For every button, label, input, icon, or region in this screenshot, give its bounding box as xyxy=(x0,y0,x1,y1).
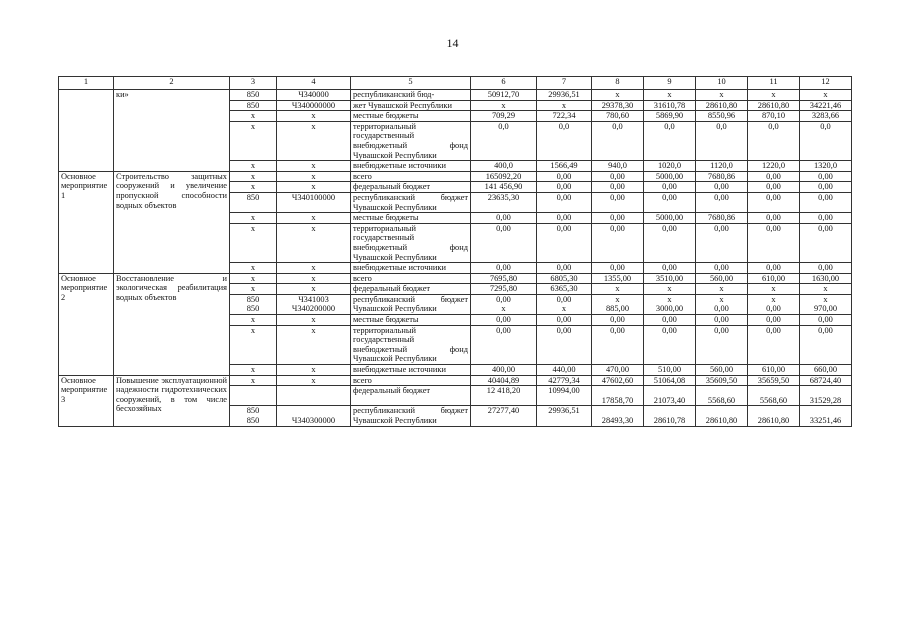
amount-cell: х 885,00 xyxy=(592,294,644,314)
funding-source-cell: внебюджетные источники xyxy=(351,365,471,376)
amount-cell: 0,00 xyxy=(748,213,800,224)
funding-source-cell: федеральный бюджет xyxy=(351,182,471,193)
grbs-code-cell: х xyxy=(230,284,277,295)
amount-cell: 1355,00 xyxy=(592,273,644,284)
funding-source-cell: местные бюджеты xyxy=(351,315,471,326)
budget-code-cell: х xyxy=(277,213,351,224)
amount-cell: 0,00 xyxy=(748,223,800,262)
grbs-code-cell: х xyxy=(230,223,277,262)
amount-cell: 1630,00 xyxy=(800,273,852,284)
amount-cell: х xyxy=(592,90,644,101)
amount-cell: 0,00 xyxy=(748,315,800,326)
amount-cell: 5568,60 xyxy=(696,386,748,406)
amount-cell: 5000,00 xyxy=(644,213,696,224)
budget-code-cell: х xyxy=(277,315,351,326)
grbs-code-cell: х xyxy=(230,121,277,160)
measure-title-cell: ки» xyxy=(114,90,230,172)
amount-cell: 0,00 xyxy=(800,263,852,274)
amount-cell: 28610,80 xyxy=(696,406,748,426)
amount-cell: 780,60 xyxy=(592,111,644,122)
funding-source-cell: территориальный государственный внебюджетный фонд Чувашской Республики xyxy=(351,223,471,262)
amount-cell: 0,00 xyxy=(537,192,592,212)
amount-cell: 10994,00 xyxy=(537,386,592,406)
amount-cell: х xyxy=(696,90,748,101)
amount-cell: х xyxy=(696,284,748,295)
header-cell: 8 xyxy=(592,77,644,90)
budget-code-cell: х xyxy=(277,161,351,172)
amount-cell: 7680,86 xyxy=(696,171,748,182)
amount-cell: 0,00 xyxy=(800,325,852,364)
amount-cell: 0,00 xyxy=(696,325,748,364)
amount-cell: 51064,08 xyxy=(644,375,696,386)
amount-cell: х xyxy=(800,90,852,101)
budget-table xyxy=(58,76,852,427)
amount-cell: 660,00 xyxy=(800,365,852,376)
amount-cell: 42779,34 xyxy=(537,375,592,386)
amount-cell: 0,0 xyxy=(696,121,748,160)
amount-cell: 21073,40 xyxy=(644,386,696,406)
amount-cell: 0,00 х xyxy=(471,294,537,314)
amount-cell: 470,00 xyxy=(592,365,644,376)
measure-name-cell: Основное мероприятие 2 xyxy=(59,273,114,375)
amount-cell: 40404,89 xyxy=(471,375,537,386)
amount-cell: 610,00 xyxy=(748,273,800,284)
amount-cell: 50912,70 xyxy=(471,90,537,101)
amount-cell: 940,0 xyxy=(592,161,644,172)
amount-cell: 0,00 xyxy=(644,325,696,364)
amount-cell: х xyxy=(800,284,852,295)
table-row xyxy=(59,273,852,284)
amount-cell: 7680,86 xyxy=(696,213,748,224)
table-row xyxy=(59,375,852,386)
amount-cell: 0,00 xyxy=(800,213,852,224)
amount-cell: 0,00 xyxy=(644,315,696,326)
amount-cell: х 3000,00 xyxy=(644,294,696,314)
grbs-code-cell: 850 xyxy=(230,100,277,111)
amount-cell: 35609,50 xyxy=(696,375,748,386)
header-cell: 6 xyxy=(471,77,537,90)
amount-cell: 29936,51 xyxy=(537,406,592,426)
grbs-code-cell: х xyxy=(230,325,277,364)
amount-cell: 1120,0 xyxy=(696,161,748,172)
amount-cell: 1566,49 xyxy=(537,161,592,172)
amount-cell: х xyxy=(644,90,696,101)
measure-name-cell: Основное мероприятие 1 xyxy=(59,171,114,273)
amount-cell: 0,00 xyxy=(800,223,852,262)
amount-cell: 0,00 xyxy=(696,315,748,326)
amount-cell: 0,00 xyxy=(471,263,537,274)
amount-cell: 1220,0 xyxy=(748,161,800,172)
page-number: 14 xyxy=(446,36,459,50)
amount-cell: 29378,30 xyxy=(592,100,644,111)
measure-title-cell: Строительство защитных сооружений и увеличение пропускной способности водных объектов xyxy=(114,171,230,273)
amount-cell: 709,29 xyxy=(471,111,537,122)
amount-cell: 510,00 xyxy=(644,365,696,376)
measure-title-cell: Повышение эксплуатационной надежности гидротехнических сооружений, в том числе бесхозяйных xyxy=(114,375,230,426)
amount-cell: х xyxy=(471,100,537,111)
funding-source-cell: местные бюджеты xyxy=(351,213,471,224)
budget-code-cell: х xyxy=(277,375,351,386)
amount-cell: 1320,0 xyxy=(800,161,852,172)
amount-cell: 1020,0 xyxy=(644,161,696,172)
amount-cell: х xyxy=(748,284,800,295)
amount-cell: 0,00 xyxy=(592,223,644,262)
amount-cell: 400,0 xyxy=(471,161,537,172)
amount-cell: 560,00 xyxy=(696,273,748,284)
budget-code-cell: х xyxy=(277,263,351,274)
amount-cell: 0,00 xyxy=(592,182,644,193)
header-cell: 5 xyxy=(351,77,471,90)
funding-source-cell: территориальный государственный внебюджетный фонд Чувашской Республики xyxy=(351,121,471,160)
grbs-code-cell: х xyxy=(230,171,277,182)
amount-cell: 47602,60 xyxy=(592,375,644,386)
budget-code-cell: Ч341003 Ч340200000 xyxy=(277,294,351,314)
amount-cell: 0,00 xyxy=(748,192,800,212)
amount-cell: 0,00 xyxy=(644,192,696,212)
budget-code-cell: х xyxy=(277,121,351,160)
amount-cell: 0,00 xyxy=(537,315,592,326)
amount-cell: 0,0 xyxy=(592,121,644,160)
amount-cell: х xyxy=(644,284,696,295)
amount-cell: 0,00 xyxy=(696,192,748,212)
grbs-code-cell: х xyxy=(230,263,277,274)
measure-name-cell: Основное мероприятие 3 xyxy=(59,375,114,426)
amount-cell: 0,00 xyxy=(592,192,644,212)
funding-source-cell: республиканский бюджет Чувашской Республики xyxy=(351,406,471,426)
amount-cell: х 970,00 xyxy=(800,294,852,314)
amount-cell: х xyxy=(592,284,644,295)
grbs-code-cell xyxy=(230,386,277,406)
amount-cell: 6365,30 xyxy=(537,284,592,295)
budget-code-cell: х xyxy=(277,365,351,376)
grbs-code-cell: х xyxy=(230,375,277,386)
grbs-code-cell: х xyxy=(230,182,277,193)
budget-code-cell: Ч340000 xyxy=(277,90,351,101)
budget-code-cell: х xyxy=(277,325,351,364)
amount-cell: 0,00 xyxy=(644,223,696,262)
funding-source-cell: жет Чувашской Республики xyxy=(351,100,471,111)
amount-cell: 0,00 х xyxy=(537,294,592,314)
header-cell: 4 xyxy=(277,77,351,90)
amount-cell: 722,34 xyxy=(537,111,592,122)
amount-cell: 31529,28 xyxy=(800,386,852,406)
grbs-code-cell: х xyxy=(230,161,277,172)
funding-source-cell: местные бюджеты xyxy=(351,111,471,122)
amount-cell: 5000,00 xyxy=(644,171,696,182)
amount-cell: 6805,30 xyxy=(537,273,592,284)
grbs-code-cell: 850 850 xyxy=(230,406,277,426)
amount-cell: 0,0 xyxy=(800,121,852,160)
header-cell: 11 xyxy=(748,77,800,90)
amount-cell: 0,00 xyxy=(537,325,592,364)
amount-cell: 0,00 xyxy=(537,213,592,224)
budget-code-cell: х xyxy=(277,273,351,284)
amount-cell: 5869,90 xyxy=(644,111,696,122)
amount-cell: 0,00 xyxy=(537,171,592,182)
amount-cell: 8550,96 xyxy=(696,111,748,122)
grbs-code-cell: х xyxy=(230,111,277,122)
funding-source-cell: внебюджетные источники xyxy=(351,161,471,172)
amount-cell: 0,00 xyxy=(696,223,748,262)
amount-cell: 0,00 xyxy=(696,182,748,193)
table-row xyxy=(59,171,852,182)
budget-code-cell: Ч340100000 xyxy=(277,192,351,212)
amount-cell: 7695,80 xyxy=(471,273,537,284)
amount-cell: 141 456,90 xyxy=(471,182,537,193)
amount-cell: 0,0 xyxy=(471,121,537,160)
funding-source-cell: территориальный государственный внебюджетный фонд Чувашской Республики xyxy=(351,325,471,364)
amount-cell: 17858,70 xyxy=(592,386,644,406)
budget-code-cell: х xyxy=(277,182,351,193)
table-row xyxy=(59,90,852,101)
amount-cell: 165092,20 xyxy=(471,171,537,182)
header-cell: 1 xyxy=(59,77,114,90)
funding-source-cell: республиканский бюджет Чувашской Республики xyxy=(351,294,471,314)
amount-cell: 28610,80 xyxy=(748,100,800,111)
amount-cell: 0,00 xyxy=(592,171,644,182)
amount-cell: 5568,60 xyxy=(748,386,800,406)
amount-cell: 29936,51 xyxy=(537,90,592,101)
amount-cell: 0,00 xyxy=(800,182,852,193)
funding-source-cell: всего xyxy=(351,375,471,386)
amount-cell: х xyxy=(748,90,800,101)
amount-cell: 28610,80 xyxy=(696,100,748,111)
amount-cell: 0,00 xyxy=(537,263,592,274)
amount-cell: 0,00 xyxy=(644,182,696,193)
grbs-code-cell: 850 850 xyxy=(230,294,277,314)
amount-cell: 34221,46 xyxy=(800,100,852,111)
amount-cell: 0,00 xyxy=(537,182,592,193)
amount-cell: 0,00 xyxy=(471,315,537,326)
amount-cell: 610,00 xyxy=(748,365,800,376)
measure-title-cell: Восстановление и экологическая реабилитация водных объектов xyxy=(114,273,230,375)
amount-cell: 68724,40 xyxy=(800,375,852,386)
grbs-code-cell: х xyxy=(230,315,277,326)
amount-cell: х 0,00 xyxy=(748,294,800,314)
funding-source-cell: внебюджетные источники xyxy=(351,263,471,274)
funding-source-cell: федеральный бюджет xyxy=(351,386,471,406)
amount-cell: 0,00 xyxy=(800,192,852,212)
funding-source-cell: республиканский бюджет Чувашской Республики xyxy=(351,192,471,212)
amount-cell: 28493,30 xyxy=(592,406,644,426)
amount-cell: 0,00 xyxy=(592,263,644,274)
amount-cell: 33251,46 xyxy=(800,406,852,426)
amount-cell: 0,00 xyxy=(696,263,748,274)
amount-cell: 0,00 xyxy=(748,171,800,182)
budget-code-cell: х xyxy=(277,284,351,295)
amount-cell: 0,00 xyxy=(644,263,696,274)
amount-cell: 0,00 xyxy=(471,325,537,364)
header-cell: 12 xyxy=(800,77,852,90)
header-cell: 2 xyxy=(114,77,230,90)
amount-cell: 0,00 xyxy=(592,325,644,364)
header-cell: 7 xyxy=(537,77,592,90)
funding-source-cell: республиканский бюд- xyxy=(351,90,471,101)
amount-cell: 0,00 xyxy=(592,213,644,224)
budget-code-cell: Ч340000000 xyxy=(277,100,351,111)
amount-cell: 0,00 xyxy=(592,315,644,326)
amount-cell: 870,10 xyxy=(748,111,800,122)
measure-name-cell xyxy=(59,90,114,172)
amount-cell: 35659,50 xyxy=(748,375,800,386)
amount-cell: 0,00 xyxy=(748,325,800,364)
amount-cell: 400,00 xyxy=(471,365,537,376)
amount-cell: 0,00 xyxy=(800,171,852,182)
amount-cell: 31610,78 xyxy=(644,100,696,111)
budget-code-cell: х xyxy=(277,111,351,122)
budget-code-cell xyxy=(277,386,351,406)
header-cell: 10 xyxy=(696,77,748,90)
amount-cell: 0,00 xyxy=(537,223,592,262)
funding-source-cell: всего xyxy=(351,273,471,284)
amount-cell: 0,00 xyxy=(748,182,800,193)
amount-cell: 0,00 xyxy=(748,263,800,274)
amount-cell: 0,0 xyxy=(537,121,592,160)
amount-cell: 3510,00 xyxy=(644,273,696,284)
amount-cell: 0,0 xyxy=(748,121,800,160)
amount-cell: 0,0 xyxy=(644,121,696,160)
header-cell: 9 xyxy=(644,77,696,90)
amount-cell: 12 418,20 xyxy=(471,386,537,406)
grbs-code-cell: 850 xyxy=(230,90,277,101)
header-row xyxy=(59,77,852,90)
amount-cell: 28610,78 xyxy=(644,406,696,426)
grbs-code-cell: х xyxy=(230,365,277,376)
amount-cell: 440,00 xyxy=(537,365,592,376)
amount-cell: 0,00 xyxy=(800,315,852,326)
amount-cell: 23635,30 xyxy=(471,192,537,212)
amount-cell: 0,00 xyxy=(471,223,537,262)
table-body xyxy=(59,77,852,427)
budget-code-cell: Ч340300000 xyxy=(277,406,351,426)
budget-code-cell: х xyxy=(277,171,351,182)
amount-cell: х xyxy=(537,100,592,111)
header-cell: 3 xyxy=(230,77,277,90)
grbs-code-cell: 850 xyxy=(230,192,277,212)
amount-cell: 560,00 xyxy=(696,365,748,376)
amount-cell: 28610,80 xyxy=(748,406,800,426)
amount-cell: 3283,66 xyxy=(800,111,852,122)
budget-code-cell: х xyxy=(277,223,351,262)
amount-cell: 27277,40 xyxy=(471,406,537,426)
funding-source-cell: федеральный бюджет xyxy=(351,284,471,295)
amount-cell: 7295,80 xyxy=(471,284,537,295)
grbs-code-cell: х xyxy=(230,273,277,284)
amount-cell: х 0,00 xyxy=(696,294,748,314)
funding-source-cell: всего xyxy=(351,171,471,182)
amount-cell: 0,00 xyxy=(471,213,537,224)
grbs-code-cell: х xyxy=(230,213,277,224)
